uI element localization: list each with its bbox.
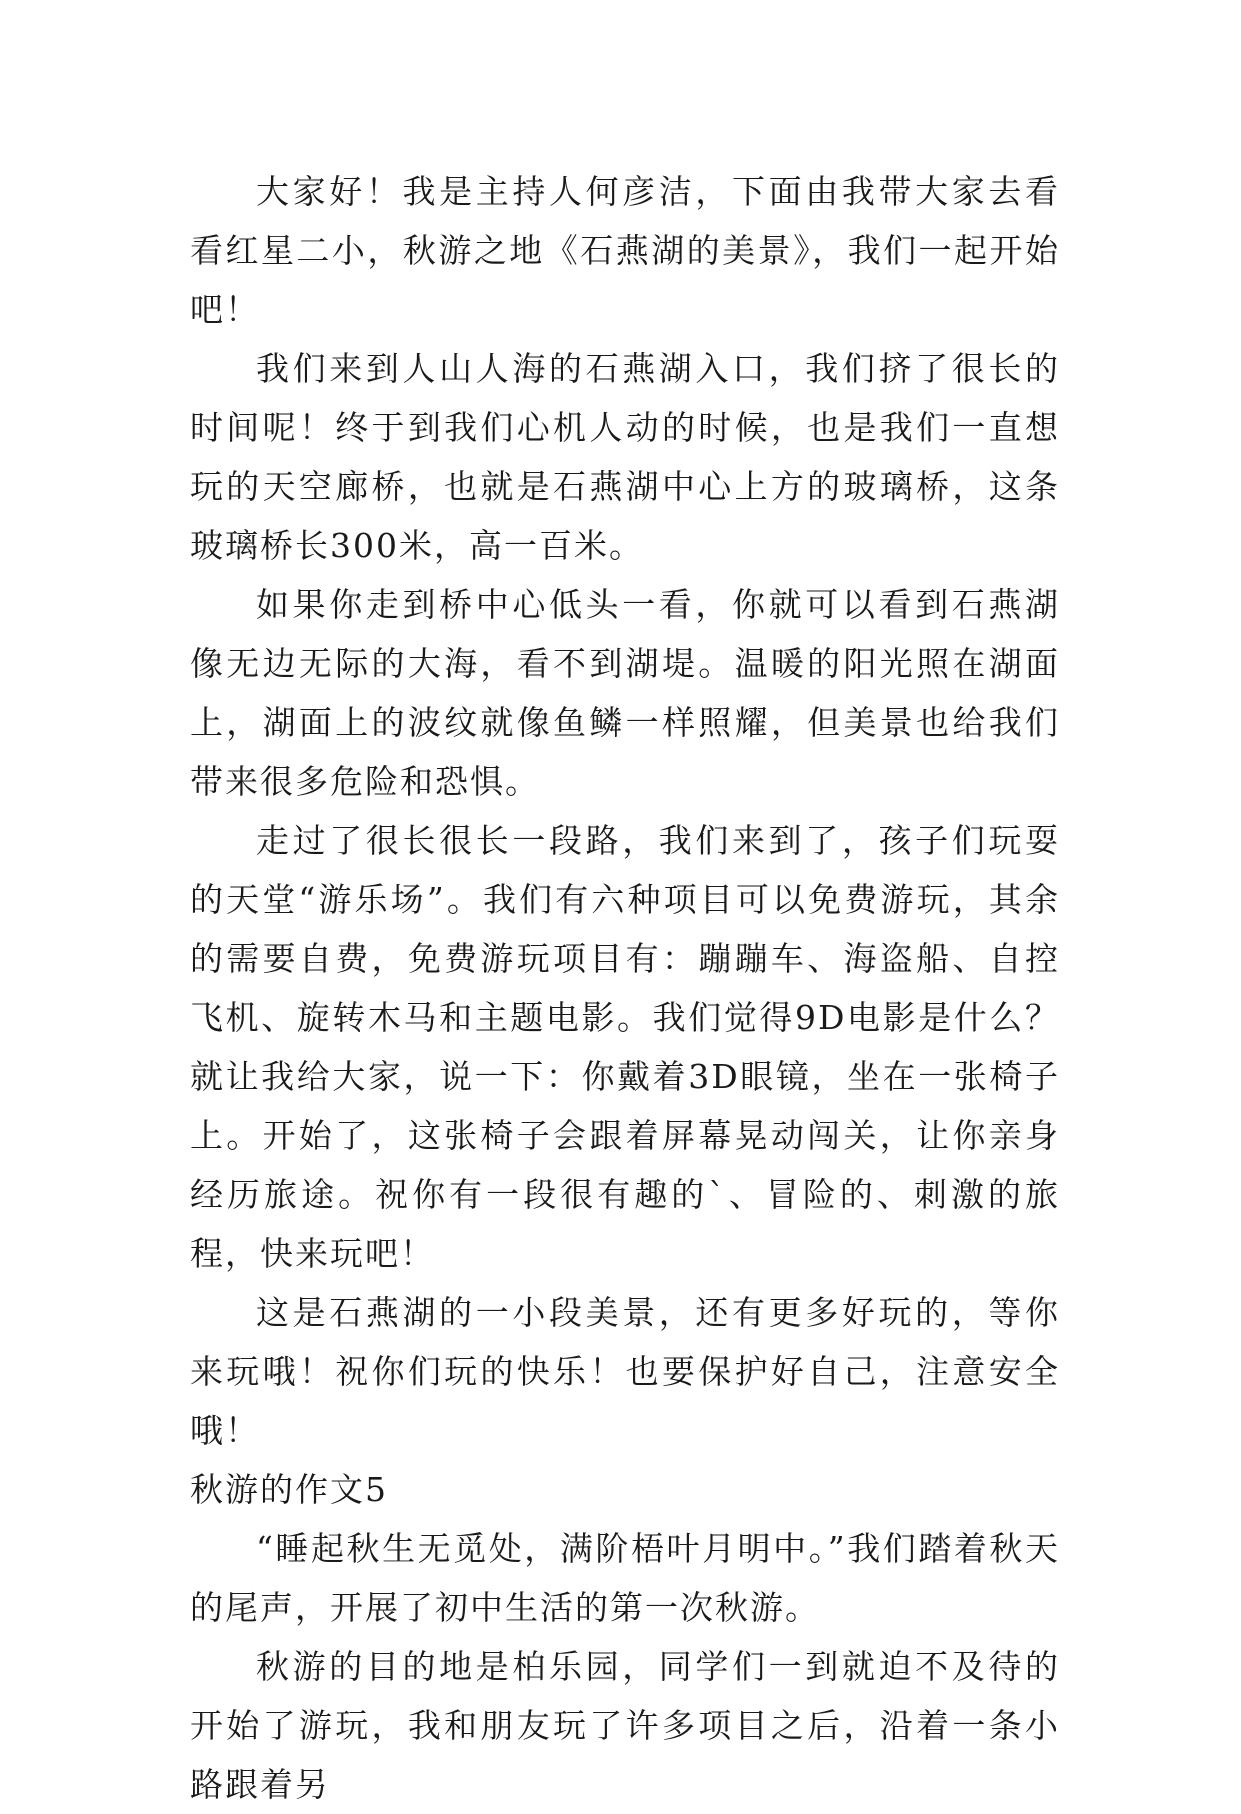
- paragraph-amusement-park: 走过了很长很长一段路，我们来到了，孩子们玩耍的天堂“游乐场”。我们有六种项目可以免费游玩，其余的需要自费，免费游玩项目有：蹦蹦车、海盗船、自控飞机、旋转木马和主题电影。我们觉得9D电影是什么？就让我给大家，说一下：你戴着3D眼镜，坐在一张椅子上。开始了，这张椅子会跟着屏幕晃动闯关，让你亲身经历旅途。祝你有一段很有趣的`、冒险的、刺激的旅程，快来玩吧！: [190, 821, 1060, 1273]
- paragraph-poem-opening: “睡起秋生无觅处，满阶梧叶月明中。”我们踏着秋天的尾声，开展了初中生活的第一次秋游。: [190, 1529, 1060, 1627]
- paragraph-destination: 秋游的目的地是柏乐园，同学们一到就迫不及待的开始了游玩，我和朋友玩了许多项目之后，沿着一条小路跟着另: [190, 1647, 1060, 1804]
- paragraph-intro: 大家好！我是主持人何彦洁，下面由我带大家去看看红星二小，秋游之地《石燕湖的美景》，我们一起开始吧！: [190, 172, 1060, 329]
- paragraph-glass-bridge: 我们来到人山人海的石燕湖入口，我们挤了很长的时间呢！终于到我们心机人动的时候，也是我们一直想玩的天空廊桥，也就是石燕湖中心上方的玻璃桥，这条玻璃桥长300米，高一百米。: [190, 349, 1060, 565]
- essay-body: [190, 162, 1060, 1814]
- paragraph-closing: 这是石燕湖的一小段美景，还有更多好玩的，等你来玩哦！祝你们玩的快乐！也要保护好自己，注意安全哦！: [190, 1293, 1060, 1450]
- essay-title: 秋游的作文5: [190, 1470, 388, 1509]
- paragraph-lake-view: 如果你走到桥中心低头一看，你就可以看到石燕湖像无边无际的大海，看不到湖堤。温暖的阳光照在湖面上，湖面上的波纹就像鱼鳞一样照耀，但美景也给我们带来很多危险和恐惧。: [190, 585, 1060, 801]
